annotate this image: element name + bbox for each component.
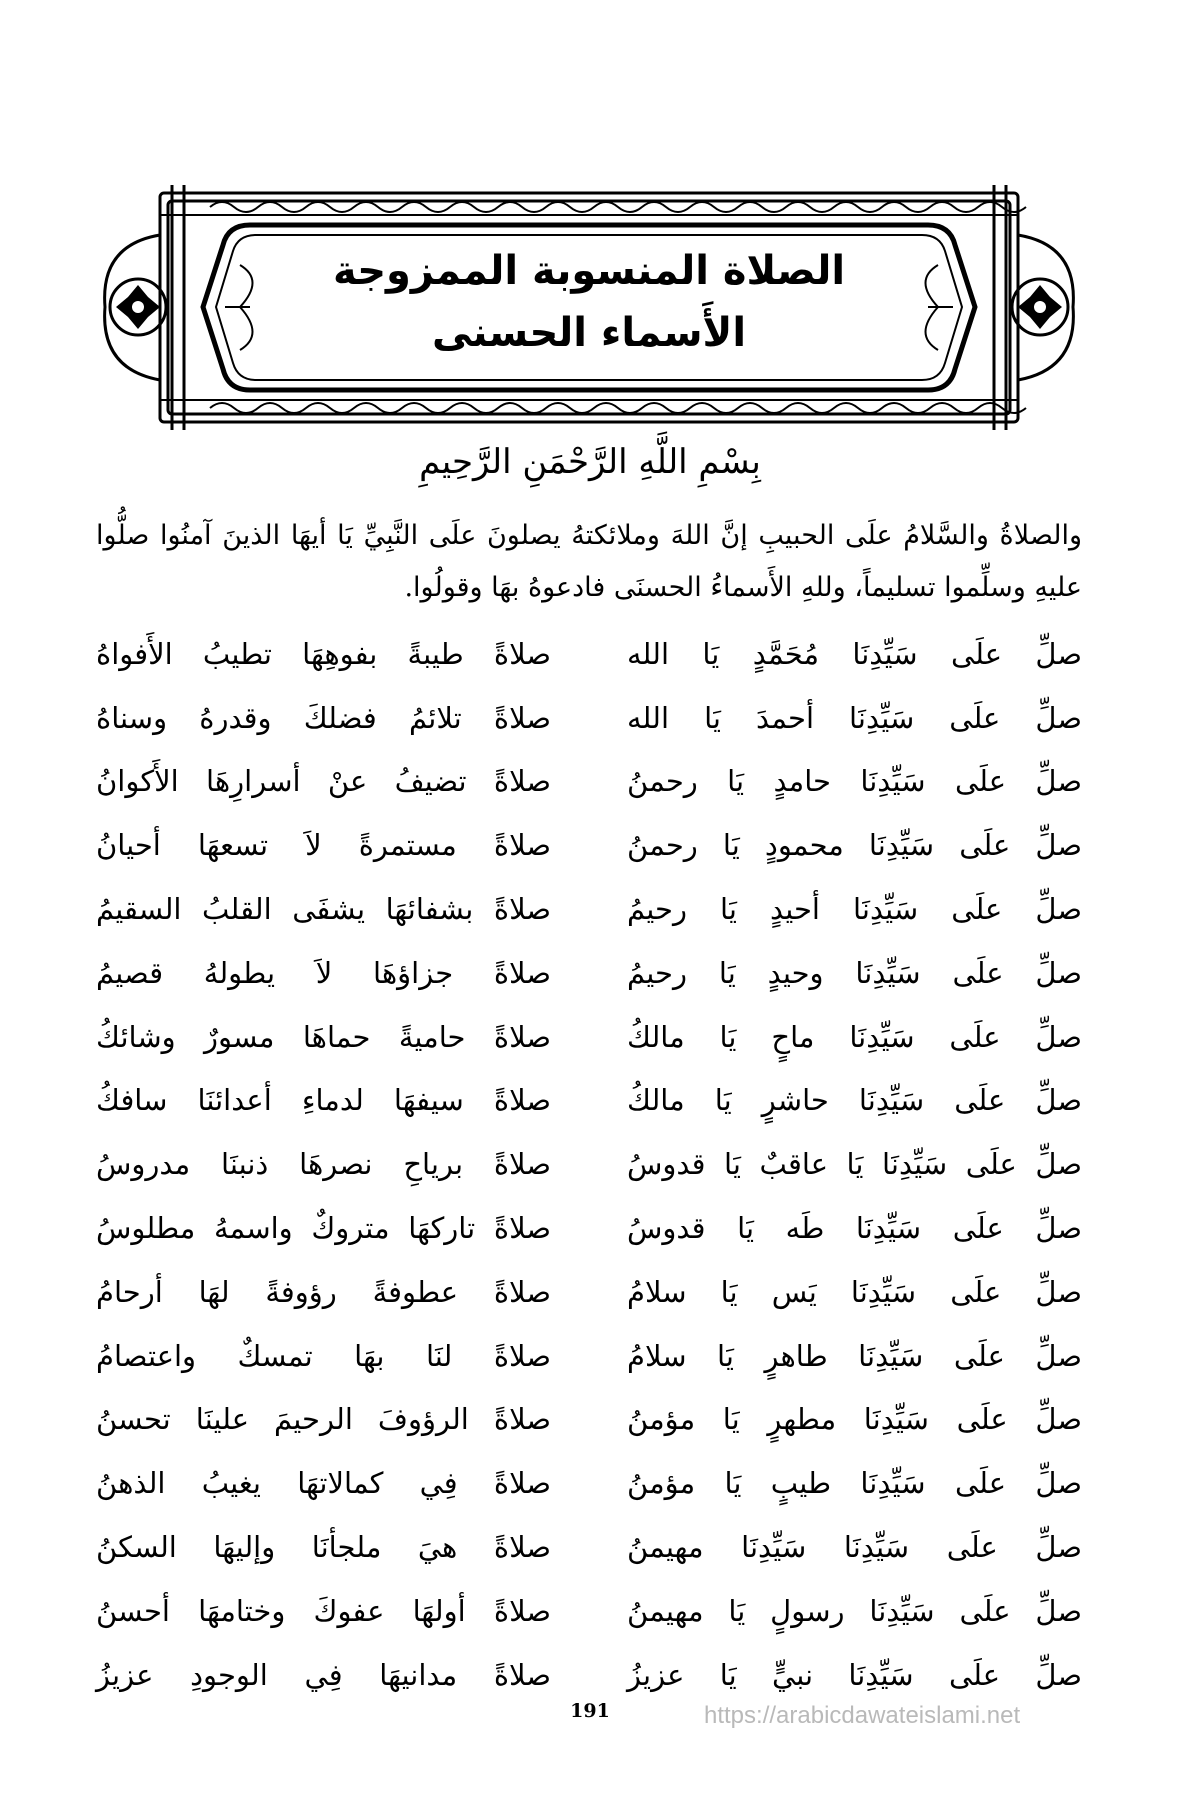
verse-first-hemistich: صلِّ علَى سَيِّدِنَا طاهرٍ يَا سلامُ [627,1338,1082,1373]
verse-first-hemistich: صلِّ علَى سَيِّدِنَا طيبٍ يَا مؤمنُ [627,1466,1082,1501]
watermark: https://arabicdawateislami.net [704,1702,1021,1729]
title-line-2: الأَسماء الحسنى [431,310,747,356]
verse-first-hemistich: صلِّ علَى سَيِّدِنَا ماحٍ يَا مالكُ [627,1019,1082,1054]
verse-second-hemistich: صلاةً تاركهَا متروكٌ واسمهُ مطلوسُ [96,1211,551,1246]
verse [96,1069,1082,1133]
basmala: بِسْمِ اللَّهِ الرَّحْمَنِ الرَّحِيمِ [419,442,761,482]
verse [96,686,1082,750]
verse [96,1451,1082,1515]
verse-first-hemistich: صلِّ علَى سَيِّدِنَا حامدٍ يَا رحمنُ [627,764,1082,799]
verse-first-hemistich: صلِّ علَى سَيِّدِنَا يَا عاقبٌ يَا قدوسُ [627,1147,1082,1182]
verse [96,750,1082,814]
verse-second-hemistich: صلاةً مستمرةً لاَ تسعهَا أحيانُ [96,828,551,863]
poem [96,622,1082,1707]
verse-second-hemistich: صلاةً برياحِ نصرهَا ذنبنَا مدروسُ [96,1147,551,1182]
verse-second-hemistich: صلاةً بشفائهَا يشفَى القلبُ السقيمُ [96,892,551,927]
verse-first-hemistich: صلِّ علَى سَيِّدِنَا طَه يَا قدوسُ [627,1211,1082,1246]
verse-first-hemistich: صلِّ علَى سَيِّدِنَا محمودٍ يَا رحمنُ [627,828,1082,863]
verse [96,1005,1082,1069]
verse-second-hemistich: صلاةً تلائمُ فضلكَ وقدرهُ وسناهُ [96,700,551,735]
verse-second-hemistich: صلاةً حاميةً حماهَا مسورٌ وشائكُ [96,1019,551,1054]
verse [96,1132,1082,1196]
intro-paragraph: والصلاةُ والسَّلامُ علَى الحبيبِ إنَّ اللهَ وملائكتهُ يصلونَ علَى النَّبِيِّ يَا أيهَا الذينَ آمنُوا صلُّوا عليهِ وسلِّموا تسليماً، وللهِ الأَسماءُ الحسنَى فادعوهُ بهَا وقولُوا. [96,520,1082,603]
verse-second-hemistich: صلاةً تضيفُ عنْ أسرارِهَا الأَكوانُ [96,764,551,799]
verse [96,1196,1082,1260]
verse-first-hemistich: صلِّ علَى سَيِّدِنَا وحيدٍ يَا رحيمُ [627,955,1082,990]
verse-first-hemistich: صلِّ علَى سَيِّدِنَا حاشرٍ يَا مالكُ [627,1083,1082,1118]
title-line-1: الصلاة المنسوبة الممزوجة [332,248,846,294]
verse [96,1260,1082,1324]
verse [96,813,1082,877]
verse [96,941,1082,1005]
verse-second-hemistich: صلاةً الرؤوفَ الرحيمَ علينَا تحسنُ [96,1402,551,1437]
verse [96,1643,1082,1707]
verse [96,1515,1082,1579]
verse [96,1579,1082,1643]
verse [96,622,1082,686]
verse-first-hemistich: صلِّ علَى سَيِّدِنَا مُحَمَّدٍ يَا الله [627,636,1082,671]
page-number: 191 [570,1700,610,1722]
verse-second-hemistich: صلاةً أولهَا عفوكَ وختامهَا أحسنُ [96,1593,551,1628]
verse-first-hemistich: صلِّ علَى سَيِّدِنَا رسولٍ يَا مهيمنُ [627,1593,1082,1628]
verse-second-hemistich: صلاةً فِي كمالاتهَا يغيبُ الذهنُ [96,1466,551,1501]
verse-first-hemistich: صلِّ علَى سَيِّدِنَا نبيٍّ يَا عزيزُ [627,1657,1082,1692]
verse-first-hemistich: صلِّ علَى سَيِّدِنَا مطهرٍ يَا مؤمنُ [627,1402,1082,1437]
verse-second-hemistich: صلاةً لنَا بهَا تمسكٌ واعتصامُ [96,1338,551,1373]
verse-first-hemistich: صلِّ علَى سَيِّدِنَا أحيدٍ يَا رحيمُ [627,892,1082,927]
verse-second-hemistich: صلاةً مدانيهَا فِي الوجودِ عزيزُ [96,1657,551,1692]
verse-second-hemistich: صلاةً سيفهَا لدماءِ أعدائنَا سافكُ [96,1083,551,1118]
verse-first-hemistich: صلِّ علَى سَيِّدِنَا أحمدَ يَا الله [627,700,1082,735]
verse-second-hemistich: صلاةً هيَ ملجأنَا وإليهَا السكنُ [96,1530,551,1565]
verse-first-hemistich: صلِّ علَى سَيِّدِنَا يَس يَا سلامُ [627,1274,1082,1309]
verse-second-hemistich: صلاةً جزاؤهَا لاَ يطولهُ قصيمُ [96,955,551,990]
page-title [250,240,928,364]
verse [96,1324,1082,1388]
verse [96,877,1082,941]
verse-second-hemistich: صلاةً طيبةً بفوهِهَا تطيبُ الأَفواهُ [96,636,551,671]
verse-second-hemistich: صلاةً عطوفةً رؤوفةً لهَا أرحامُ [96,1274,551,1309]
verse-first-hemistich: صلِّ علَى سَيِّدِنَا سَيِّدِنَا مهيمنُ [627,1530,1082,1565]
verse [96,1388,1082,1452]
